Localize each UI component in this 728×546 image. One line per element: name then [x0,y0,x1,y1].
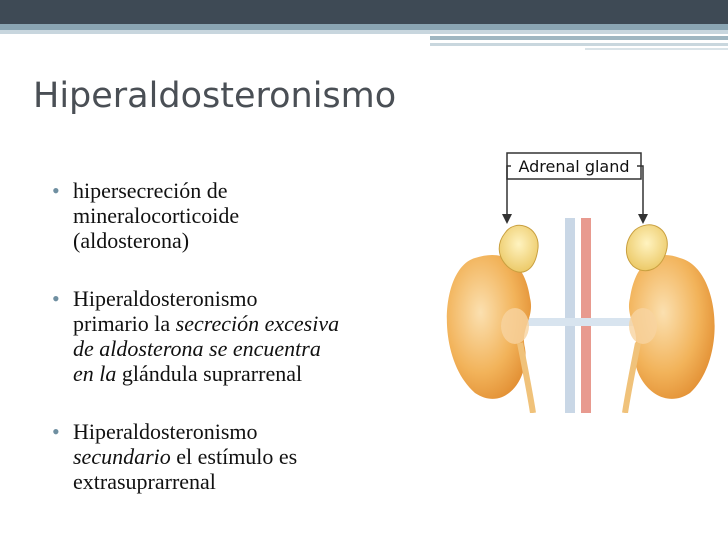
bullet-text: mineralocorticoide [73,203,240,228]
header-bar [0,0,728,24]
bullet-text: en la [73,361,117,386]
aorta [581,218,591,413]
bullet-line [73,178,412,203]
left-ureter [520,343,533,413]
decorative-line [585,48,728,50]
left-renal-pelvis [501,308,529,344]
bullet-line [73,228,412,253]
bullet-item [52,178,412,253]
decorative-line [430,43,728,46]
kidney-diagram [435,148,728,413]
bullet-line [73,444,412,469]
right-ureter [625,343,638,413]
bullet-line [73,419,412,444]
bullet-line [73,469,412,494]
bullet-text: primario la [73,311,176,336]
decorative-line [430,36,728,40]
bullet-text: secreción excesiva [175,311,340,336]
bullet-text: extrasuprarrenal [73,469,216,494]
bullet-text: Hiperaldosteronismo [73,419,258,444]
vena-cava [565,218,575,413]
adrenal-gland-label: Adrenal gland [518,157,630,176]
bullet-item [52,286,412,386]
right-renal-pelvis [629,308,657,344]
bullet-text: (aldosterona) [73,228,190,253]
bullet-line [73,361,412,386]
header-stripe-light [0,30,728,34]
slide-title: Hiperaldosteronismo [33,76,397,116]
bullet-line [73,286,412,311]
bullet-line [73,336,412,361]
bullet-line [73,203,412,228]
bullet-text: Hiperaldosteronismo [73,286,258,311]
bullet-text: de aldosterona se encuentra [73,336,321,361]
bullet-text: glándula suprarrenal [116,361,303,386]
adrenal-gland-illustration [435,148,728,413]
bullet-text: hipersecreción de [73,178,228,203]
arrow-head-right [638,214,648,224]
bullet-item [52,419,412,494]
renal-vessels [527,318,637,326]
bullet-marker: • [52,286,60,311]
bullet-marker: • [52,419,60,444]
bullet-list [52,178,412,527]
bullet-line [73,311,412,336]
bullet-marker: • [52,178,60,203]
arrow-head-left [502,214,512,224]
bullet-text: el estímulo es [170,444,298,469]
bullet-text: secundario [73,444,171,469]
